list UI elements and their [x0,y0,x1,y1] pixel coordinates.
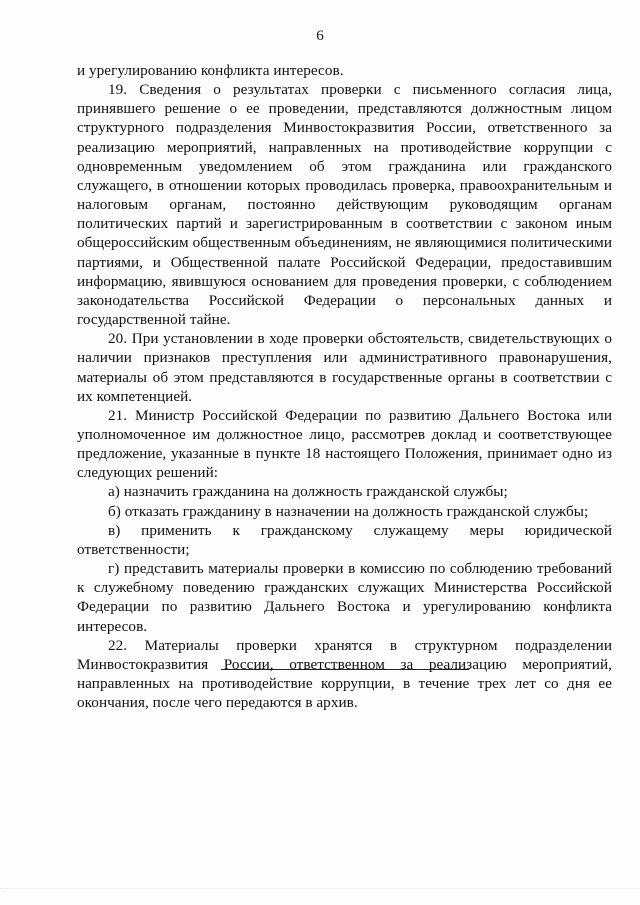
paragraph-19: 19. Сведения о результатах проверки с письменного согласия лица, принявшего решение о ее проведении, представляются должностным лицом структурного подразделения Минвостокразвития России, ответственного за реализацию мероприятий, направленных на противодействие коррупции с одновременным уведомлением об этом гражданина или гражданского служащего, в отношении которых проводилась проверка, правоохранительным и налоговым органам, постоянно действующим руководящим органам политических партий и зарегистрированным в соответствии с законом иным общероссийским общественным объединениям, не являющимися политическими партиями, и Общественной палате Российской Федерации, предоставившим информацию, явившуюся основанием для проведения проверки, с соблюдением законодательства Российской Федерации о персональных данных и государственной тайне. [77,81,612,329]
paragraph-20: 20. При установлении в ходе проверки обстоятельств, свидетельствующих о наличии признаков преступления или административного правонарушения, материалы об этом представляются в государственные органы в соответствии с их компетенцией. [77,330,612,405]
page-number: 6 [316,28,324,44]
end-separator-line [221,669,469,670]
paragraph-21-item-a: а) назначить гражданина на должность гражданской службы; [108,483,508,501]
paragraph-21-item-v: в) применить к гражданскому служащему меры юридической ответственности; [77,521,612,558]
paragraph-22: 22. Материалы проверки хранятся в структурном подразделении Минвостокразвития России, ответственном за реализацию мероприятий, направленных на противодействие коррупции, в течение трех лет со дня ее окончания, после чего передаются в архив. [77,636,612,712]
paragraph-continuation: и урегулированию конфликта интересов. [77,62,344,79]
document-body [77,61,612,712]
scan-artifact-line [0,888,640,895]
paragraph-21: 21. Министр Российской Федерации по развитию Дальнего Востока или уполномоченное им должностное лицо, рассмотрев доклад и соответствующее предложение, указанные в пункте 18 настоящего Положения, принимает одно из следующих решений: [77,406,612,482]
paragraph-21-item-g: г) представить материалы проверки в комиссию по соблюдению требований к служебному поведению гражданских служащих Министерства Российской Федерации по развитию Дальнего Востока и урегулированию конфликта интересов. [77,560,612,635]
paragraph-21-item-b: б) отказать гражданину в назначении на должность гражданской службы; [108,502,589,520]
